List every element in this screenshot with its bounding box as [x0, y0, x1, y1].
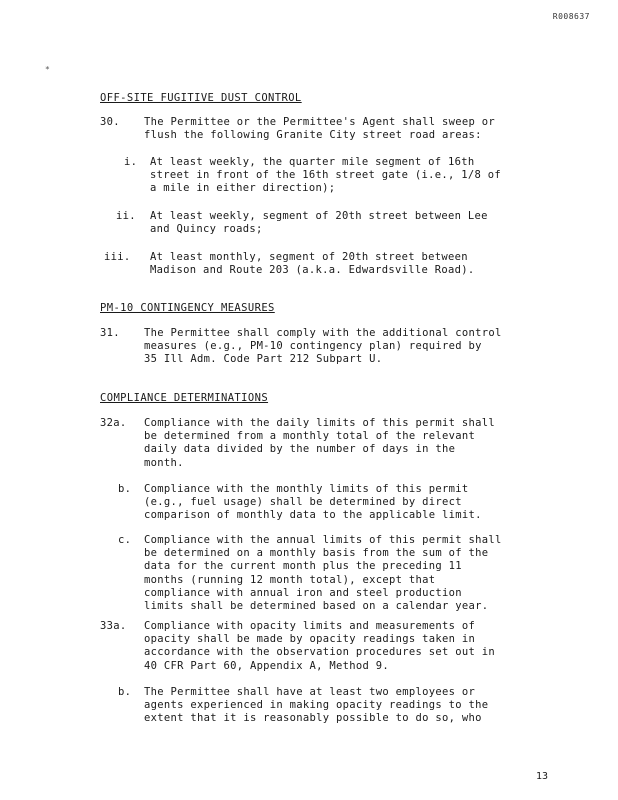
item-ii: [116, 210, 580, 240]
item-text: At least weekly, the quarter mile segment of 16th street in front of the 16th street gate (i.e., 1/8 of a mile in either direction);: [150, 156, 501, 195]
paragraph-text: The Permittee or the Permittee's Agent shall sweep or flush the following Granite City street road areas:: [144, 116, 495, 142]
document-id: R008637: [552, 12, 590, 21]
heading-offsite-fugitive-dust: OFF-SITE FUGITIVE DUST CONTROL: [100, 92, 302, 104]
heading-pm10-contingency: PM-10 CONTINGENCY MEASURES: [100, 302, 275, 314]
paragraph-text: Compliance with the daily limits of this permit shall be determined from a monthly total of the relevant daily data divided by the number of days in the month.: [144, 417, 495, 469]
paragraph-number: 32a.: [100, 417, 127, 429]
heading-compliance-determinations: COMPLIANCE DETERMINATIONS: [100, 392, 269, 404]
stray-mark: *: [45, 65, 50, 74]
paragraph-number: 33a.: [100, 620, 127, 632]
paragraph-30: [100, 116, 580, 146]
paragraph-31: [100, 327, 580, 369]
paragraph-number: b.: [118, 686, 132, 698]
paragraph-number: c.: [118, 534, 132, 546]
item-text: At least monthly, segment of 20th street between Madison and Route 203 (a.k.a. Edwardsville Road).: [150, 251, 475, 277]
item-number: iii.: [104, 251, 131, 263]
paragraph-text: Compliance with the monthly limits of this permit (e.g., fuel usage) shall be determined by direct comparison of monthly data to the applicable limit.: [144, 483, 482, 522]
item-number: i.: [124, 156, 138, 168]
item-i: [120, 156, 580, 198]
item-text: At least weekly, segment of 20th street between Lee and Quincy roads;: [150, 210, 488, 236]
page-number: 13: [535, 771, 548, 782]
paragraph-text: Compliance with opacity limits and measurements of opacity shall be made by opacity readings taken in accordance with the observation procedures set out in 40 CFR Part 60, Appendix A, Method 9.: [144, 620, 495, 672]
item-iii: [104, 251, 580, 281]
paragraph-32c: [100, 534, 580, 614]
paragraph-text: The Permittee shall have at least two employees or agents experienced in making opacity readings to the extent that it is reasonably possible to do so, who: [144, 686, 489, 725]
paragraph-text: Compliance with the annual limits of this permit shall be determined on a monthly basis from the sum of the data for the current month plus the preceding 11 months (running 12 month total), except that compliance with annual iron and steel production limits shall be determined based on a calendar year.: [144, 534, 502, 613]
item-number: ii.: [116, 210, 136, 222]
paragraph-text: The Permittee shall comply with the additional control measures (e.g., PM-10 contingency plan) required by 35 Ill Adm. Code Part 212 Subpart U.: [144, 327, 502, 366]
paragraph-number: 31.: [100, 327, 120, 339]
paragraph-32a: [100, 417, 580, 471]
paragraph-33b: [100, 686, 580, 728]
paragraph-number: 30.: [100, 116, 120, 128]
paragraph-33a: [100, 620, 580, 674]
paragraph-number: b.: [118, 483, 132, 495]
paragraph-32b: [100, 483, 580, 525]
